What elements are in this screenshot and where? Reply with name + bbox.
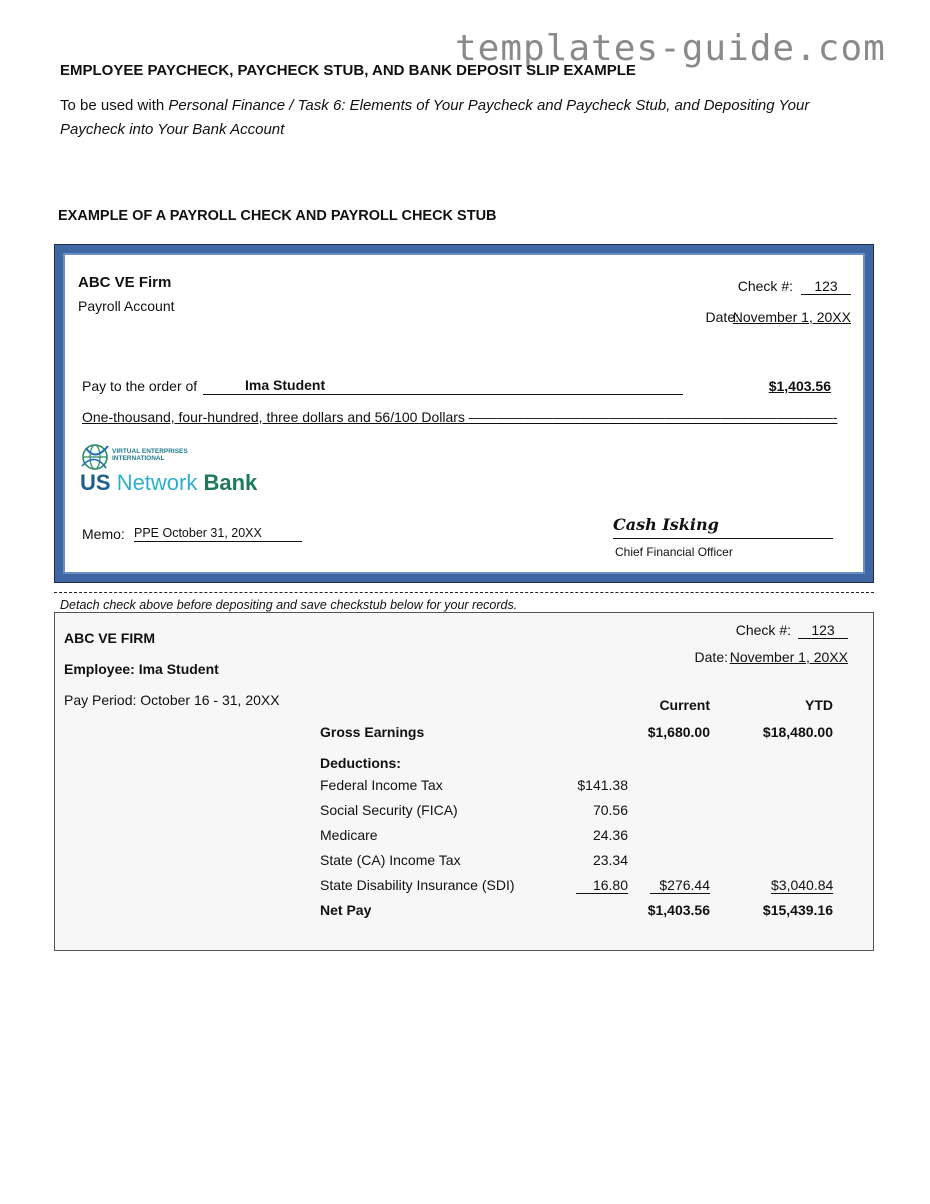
deduction-amount: $141.38: [577, 777, 628, 793]
intro-text: [60, 94, 840, 142]
column-current-header: Current: [659, 697, 710, 713]
deductions-label: Deductions:: [320, 755, 401, 771]
payroll-check: [54, 244, 874, 583]
check-number-label: Check #:: [737, 278, 793, 294]
intro-task-reference: Personal Finance / Task 6: Elements of Your Paycheck and Paycheck Stub, and Depositing Your Paycheck into Your Bank Account: [60, 97, 810, 138]
deduction-label: State (CA) Income Tax: [320, 852, 461, 868]
deductions-total-current: $276.44: [650, 877, 710, 894]
column-ytd-header: YTD: [805, 697, 833, 713]
stub-date: November 1, 20XX: [729, 649, 848, 665]
check-date: November 1, 20XX: [732, 309, 851, 325]
deduction-amount: 23.34: [592, 852, 628, 868]
amount-in-words: One-thousand, four-hundred, three dollars and 56/100 Dollars ——————————————————————————-: [82, 409, 838, 425]
stub-firm-name: ABC VE FIRM: [64, 630, 155, 646]
deductions-total-ytd: $3,040.84: [771, 877, 834, 893]
bank-wordmark-us: US: [80, 470, 111, 495]
deduction-amount: 70.56: [592, 802, 628, 818]
bank-wordmark: [80, 470, 257, 496]
signer-title: Chief Financial Officer: [615, 545, 733, 559]
detach-instructions: Detach check above before depositing and save checkstub below for your records.: [60, 598, 518, 612]
gross-earnings-ytd: $18,480.00: [762, 724, 833, 740]
intro-prefix: To be used with: [60, 97, 169, 114]
deduction-amount: 24.36: [592, 827, 628, 843]
deduction-label: State Disability Insurance (SDI): [320, 877, 515, 893]
gross-earnings-label: Gross Earnings: [320, 724, 425, 740]
check-body: [63, 253, 865, 574]
bank-wordmark-bank: Bank: [203, 470, 258, 495]
bank-wordmark-network: Network: [116, 470, 198, 495]
check-firm-name: ABC VE Firm: [78, 274, 172, 291]
net-pay-label: Net Pay: [320, 902, 372, 918]
detach-divider: [54, 592, 874, 593]
gross-earnings-current: $1,680.00: [647, 724, 710, 740]
deduction-label: Medicare: [320, 827, 378, 843]
check-account-name: Payroll Account: [78, 298, 175, 314]
memo-label: Memo:: [82, 526, 125, 542]
signature-line: [613, 538, 833, 539]
watermark: templates-guide.com: [455, 28, 886, 69]
deduction-amount: 16.80: [576, 877, 628, 894]
pay-to-label: Pay to the order of: [82, 378, 198, 394]
stub-check-number: 123: [798, 622, 848, 639]
signature: Cash Isking: [613, 515, 719, 534]
deduction-label: Social Security (FICA): [320, 802, 458, 818]
pay-to-line: [203, 394, 683, 395]
stub-employee: Employee: Ima Student: [64, 661, 219, 677]
payee-name: Ima Student: [245, 377, 326, 393]
stub-check-number-label: Check #:: [735, 622, 791, 638]
check-number: 123: [801, 278, 851, 295]
stub-pay-period: Pay Period: October 16 - 31, 20XX: [64, 692, 280, 708]
net-pay-current: $1,403.56: [647, 902, 710, 918]
check-amount: $1,403.56: [768, 378, 831, 394]
stub-date-label: Date:: [694, 649, 728, 665]
section-title: EXAMPLE OF A PAYROLL CHECK AND PAYROLL CHECK STUB: [58, 208, 497, 224]
document-title: EMPLOYEE PAYCHECK, PAYCHECK STUB, AND BANK DEPOSIT SLIP EXAMPLE: [60, 62, 636, 79]
check-date-label: Date:: [705, 309, 739, 325]
net-pay-ytd: $15,439.16: [762, 902, 833, 918]
bank-logo-tagline: VIRTUAL ENTERPRISES INTERNATIONAL: [112, 448, 188, 462]
deduction-label: Federal Income Tax: [320, 777, 443, 793]
check-stub: [54, 612, 874, 951]
bank-logo: [78, 442, 268, 494]
memo-value: PPE October 31, 20XX: [134, 526, 302, 542]
